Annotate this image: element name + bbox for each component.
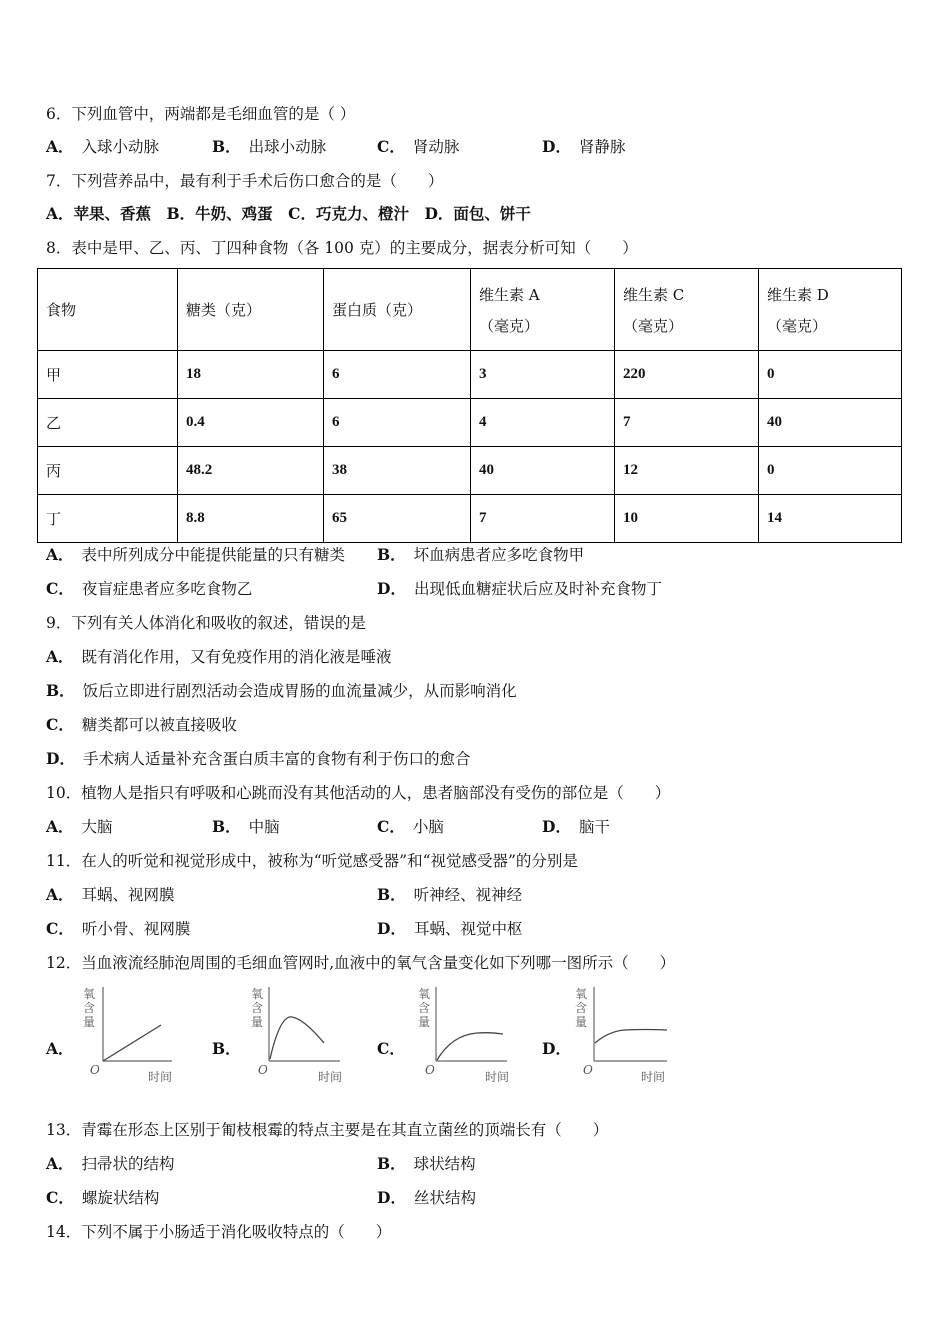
q9-option-d[interactable]: D． 手术病人适量补充含蛋白质丰富的食物有利于伤口的愈合 [46, 749, 471, 768]
graph-xlabel: 时间 [318, 1070, 343, 1084]
cell-carbs: 0.4 [178, 399, 324, 447]
header-vitamin-d: 维生素 D （毫克） [759, 269, 902, 351]
q10-stem: 10．植物人是指只有呼吸和心跳而没有其他活动的人，患者脑部没有受伤的部位是（ ） [46, 784, 671, 802]
q10-option-d[interactable]: D． 脑干 [542, 817, 610, 836]
q8-option-a[interactable]: A． 表中所列成分中能提供能量的只有糖类 [46, 545, 346, 564]
q8-option-d[interactable]: D． 出现低血糖症状后应及时补充食物丁 [377, 579, 662, 598]
graph-xlabel: 时间 [148, 1070, 173, 1084]
table-header-row [38, 269, 902, 351]
cell-protein: 38 [324, 447, 471, 495]
cell-vitamin-a: 7 [471, 495, 615, 543]
q13-option-a[interactable]: A． 扫帚状的结构 [46, 1154, 175, 1173]
cell-carbs: 8.8 [178, 495, 324, 543]
q10-option-c[interactable]: C． 小脑 [377, 817, 444, 836]
q6-option-c[interactable]: C． 肾动脉 [377, 137, 460, 156]
graph-origin: O [258, 1063, 268, 1077]
header-vitamin-a: 维生素 A （毫克） [471, 269, 615, 351]
cell-vitamin-a: 4 [471, 399, 615, 447]
header-vitamin-c: 维生素 C （毫克） [615, 269, 759, 351]
cell-vitamin-d: 0 [759, 351, 902, 399]
cell-vitamin-a: 3 [471, 351, 615, 399]
cell-carbs: 48.2 [178, 447, 324, 495]
q11-option-b[interactable]: B． 听神经、视神经 [377, 885, 523, 904]
q8-option-b[interactable]: B． 坏血病患者应多吃食物甲 [377, 545, 585, 564]
q12-option-c-label[interactable]: C． [377, 1039, 405, 1058]
cell-food: 丁 [38, 495, 178, 543]
q9-option-c[interactable]: C． 糖类都可以被直接吸收 [46, 715, 237, 734]
q13-option-d[interactable]: D． 丝状结构 [377, 1188, 476, 1207]
graph-xlabel: 时间 [485, 1070, 510, 1084]
q12-option-a-label[interactable]: A． [46, 1039, 74, 1058]
cell-vitamin-d: 0 [759, 447, 902, 495]
graph-ylabel-char: 含 [83, 1001, 96, 1015]
q12-graph-a[interactable] [76, 985, 186, 1095]
header-food: 食物 [38, 269, 178, 351]
q14-stem: 14．下列不属于小肠适于消化吸收特点的（ ） [46, 1223, 392, 1241]
curve-rising-line [103, 1025, 161, 1061]
graph-ylabel-char: 氧 [83, 987, 96, 1001]
cell-protein: 65 [324, 495, 471, 543]
cell-food: 乙 [38, 399, 178, 447]
graph-ylabel-char: 量 [83, 1015, 96, 1029]
q9-stem: 9．下列有关人体消化和吸收的叙述，错误的是 [46, 614, 366, 632]
q12-graph-b[interactable] [240, 985, 350, 1095]
cell-protein: 6 [324, 399, 471, 447]
q7-stem: 7．下列营养品中，最有利于手术后伤口愈合的是（ ） [46, 172, 444, 190]
graph-xlabel: 时间 [641, 1070, 666, 1084]
cell-vitamin-c: 220 [615, 351, 759, 399]
cell-vitamin-d: 40 [759, 399, 902, 447]
q12-option-b-label[interactable]: B． [212, 1039, 241, 1058]
cell-vitamin-d: 14 [759, 495, 902, 543]
header-carbs: 糖类（克） [178, 269, 324, 351]
table-row [38, 447, 902, 495]
q11-option-c[interactable]: C． 听小骨、视网膜 [46, 919, 191, 938]
q8-option-c[interactable]: C． 夜盲症患者应多吃食物乙 [46, 579, 253, 598]
cell-food: 甲 [38, 351, 178, 399]
cell-vitamin-a: 40 [471, 447, 615, 495]
q11-stem: 11．在人的听觉和视觉形成中，被称为“听觉感受器”和“视觉感受器”的分别是 [46, 852, 578, 870]
q9-option-a[interactable]: A． 既有消化作用，又有免疫作用的消化液是唾液 [46, 647, 392, 666]
table-row [38, 351, 902, 399]
graph-ylabel-char: 量 [418, 1015, 431, 1029]
q11-option-d[interactable]: D． 耳蜗、视觉中枢 [377, 919, 523, 938]
graph-ylabel-char: 氧 [575, 987, 588, 1001]
q10-option-b[interactable]: B． 中脑 [212, 817, 280, 836]
q13-option-b[interactable]: B． 球状结构 [377, 1154, 476, 1173]
q13-stem: 13．青霉在形态上区别于匍枝根霉的特点主要是在其直立菌丝的顶端长有（ ） [46, 1121, 609, 1139]
q13-option-c[interactable]: C． 螺旋状结构 [46, 1188, 160, 1207]
graph-ylabel-char: 含 [418, 1001, 431, 1015]
table-row [38, 399, 902, 447]
q6-stem: 6．下列血管中，两端都是毛细血管的是（ ） [46, 105, 356, 123]
q9-option-b[interactable]: B． 饭后立即进行剧烈活动会造成胃肠的血流量减少，从而影响消化 [46, 681, 517, 700]
table-row [38, 495, 902, 543]
cell-vitamin-c: 12 [615, 447, 759, 495]
cell-protein: 6 [324, 351, 471, 399]
graph-origin: O [90, 1063, 100, 1077]
graph-ylabel-char: 氧 [251, 987, 264, 1001]
q12-graph-d[interactable] [565, 985, 675, 1095]
q10-option-a[interactable]: A． 大脑 [46, 817, 113, 836]
graph-ylabel-char: 氧 [418, 987, 431, 1001]
q6-option-d[interactable]: D． 肾静脉 [542, 137, 626, 156]
cell-vitamin-c: 7 [615, 399, 759, 447]
cell-food: 丙 [38, 447, 178, 495]
food-composition-table [37, 268, 902, 543]
curve-nonzero-start-plateau [595, 1030, 667, 1044]
q12-option-d-label[interactable]: D． [542, 1039, 571, 1058]
q6-option-a[interactable]: A． 入球小动脉 [46, 137, 160, 156]
curve-rise-to-plateau [437, 1033, 503, 1060]
q12-stem: 12．当血液流经肺泡周围的毛细血管网时,血液中的氧气含量变化如下列哪一图所示（ ） [46, 954, 676, 972]
cell-vitamin-c: 10 [615, 495, 759, 543]
graph-ylabel-char: 含 [575, 1001, 588, 1015]
q12-graph-c[interactable] [407, 985, 517, 1095]
q7-options[interactable]: A．苹果、香蕉 B．牛奶、鸡蛋 C．巧克力、橙汁 D．面包、饼干 [46, 204, 531, 223]
graph-ylabel-char: 量 [575, 1015, 588, 1029]
graph-ylabel-char: 量 [251, 1015, 264, 1029]
q6-option-b[interactable]: B． 出球小动脉 [212, 137, 327, 156]
graph-origin: O [425, 1063, 435, 1077]
graph-origin: O [583, 1063, 593, 1077]
graph-ylabel-char: 含 [251, 1001, 264, 1015]
q8-stem: 8．表中是甲、乙、丙、丁四种食物（各 100 克）的主要成分，据表分析可知（ ） [46, 239, 638, 257]
curve-rise-then-fall [270, 1017, 324, 1059]
q11-option-a[interactable]: A． 耳蜗、视网膜 [46, 885, 175, 904]
cell-carbs: 18 [178, 351, 324, 399]
header-protein: 蛋白质（克） [324, 269, 471, 351]
